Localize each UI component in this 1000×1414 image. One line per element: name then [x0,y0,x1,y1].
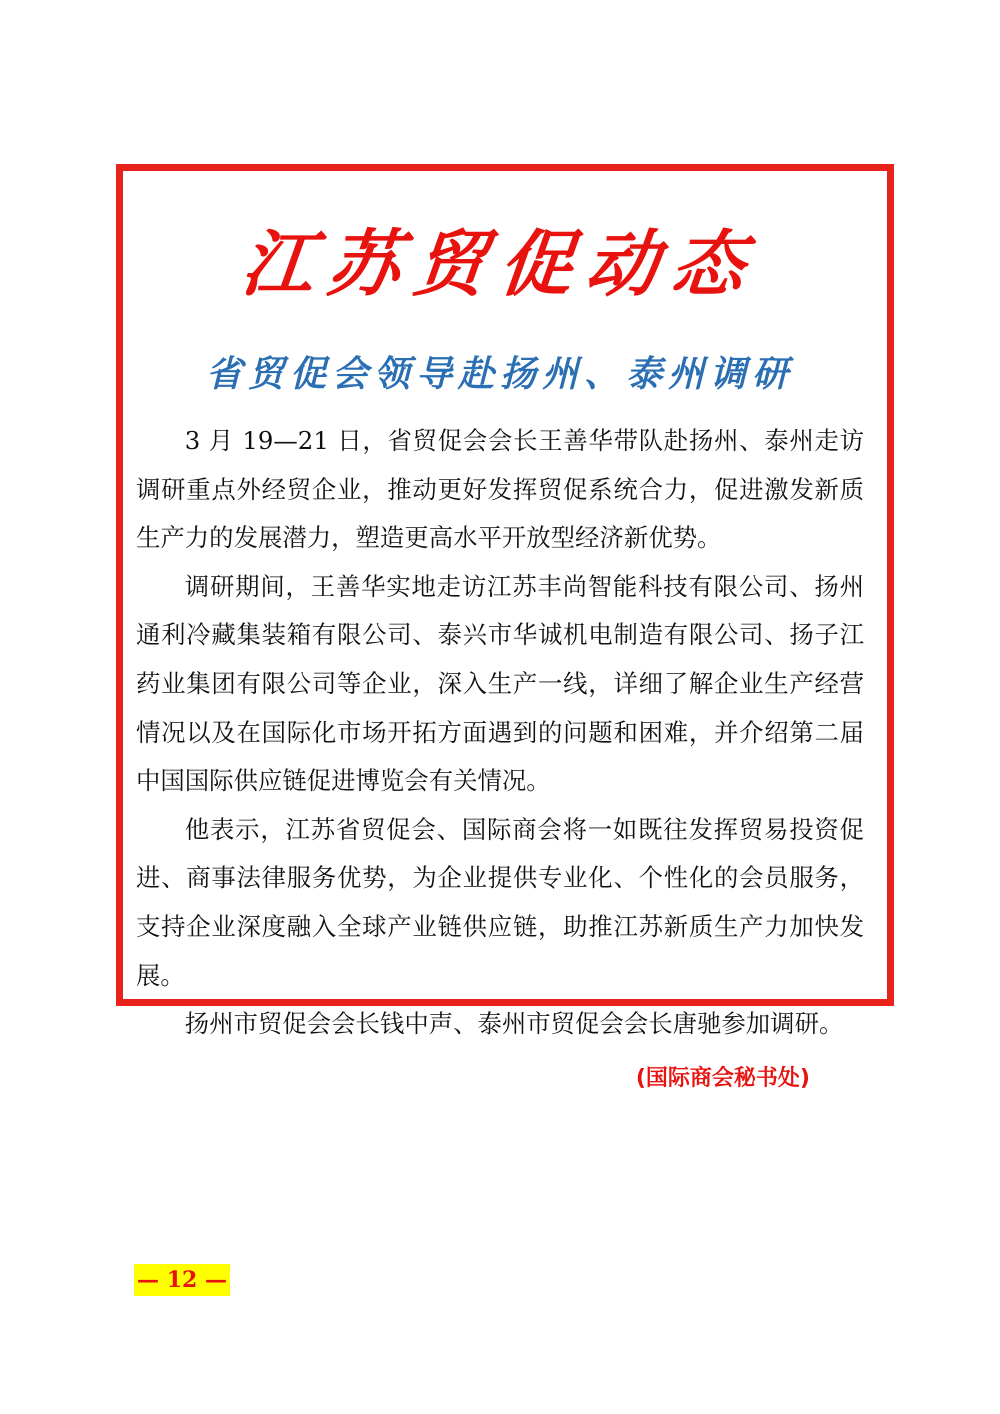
masthead-title: 江苏贸促动态 [237,221,763,306]
article-source-signature: (国际商会秘书处) [635,1066,810,1091]
article-body [136,417,864,1049]
page-number: — 12 — [134,1264,230,1296]
article-paragraph: 3 月 19—21 日，省贸促会会长王善华带队赴扬州、泰州走访调研重点外经贸企业，推动更好发挥贸促系统合力，促进激发新质生产力的发展潜力，塑造更高水平开放型经济新优势。 [136,426,864,553]
article-paragraph: 他表示，江苏省贸促会、国际商会将一如既往发挥贸易投资促进、商事法律服务优势，为企业提供专业化、个性化的会员服务，支持企业深度融入全球产业链供应链，助推江苏新质生产力加快发展。 [136,814,864,990]
article-paragraph: 扬州市贸促会会长钱中声、泰州市贸促会会长唐驰参加调研。 [184,1009,844,1039]
article-headline: 省贸促会领导赴扬州、泰州调研 [205,353,794,395]
article-paragraph: 调研期间，王善华实地走访江苏丰尚智能科技有限公司、扬州通利冷藏集装箱有限公司、泰兴市华诚机电制造有限公司、扬子江药业集团有限公司等企业，深入生产一线，详细了解企业生产经营情况以及在国际化市场开拓方面遇到的问题和困难，并介绍第二届中国国际供应链促进博览会有关情况。 [136,571,864,796]
